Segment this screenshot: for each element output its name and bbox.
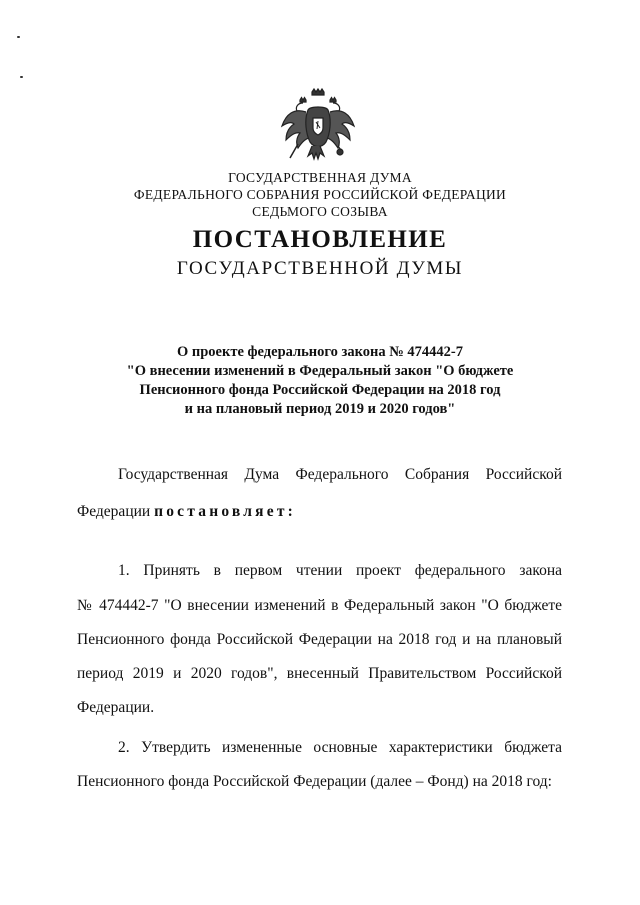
subject-line: и на плановый период 2019 и 2020 годов" — [184, 401, 456, 417]
operative-word: постановляет: — [154, 503, 296, 520]
preamble-line — [77, 503, 562, 521]
preamble-line: Государственная Дума Федерального Собрания Российской — [118, 466, 562, 483]
item2-line: Пенсионного фонда Российской Федерации (далее – Фонд) на 2018 год: — [77, 773, 552, 790]
subject-line: "О внесении изменений в Федеральный закон "О бюджете — [126, 363, 514, 379]
item1-line: Пенсионного фонда Российской Федерации на 2018 год и на плановый — [77, 631, 562, 648]
item1-line: Федерации. — [77, 699, 155, 716]
chamber-name: ГОСУДАРСТВЕННАЯ ДУМА — [228, 170, 412, 185]
scan-speck — [17, 36, 20, 38]
item1-line: период 2019 и 2020 годов", внесенный Правительством Российской — [77, 665, 562, 682]
convocation: СЕДЬМОГО СОЗЫВА — [252, 204, 388, 219]
subject-line: Пенсионного фонда Российской Федерации на 2018 год — [139, 382, 501, 398]
subject-line: О проекте федерального закона № 474442-7 — [176, 344, 464, 360]
item2-line: 2. Утвердить измененные основные характеристики бюджета — [118, 739, 562, 756]
document-subtitle: ГОСУДАРСТВЕННОЙ ДУМЫ — [176, 258, 464, 279]
scan-speck — [20, 76, 23, 78]
double-headed-eagle-icon — [276, 86, 360, 166]
item1-line: 1. Принять в первом чтении проект федерального закона — [118, 562, 562, 579]
item1-line: № 474442-7 "О внесении изменений в Федеральный закон "О бюджете — [77, 597, 562, 614]
preamble-text: Федерации — [77, 503, 155, 520]
assembly-name: ФЕДЕРАЛЬНОГО СОБРАНИЯ РОССИЙСКОЙ ФЕДЕРАЦИИ — [133, 187, 507, 202]
document-title: ПОСТАНОВЛЕНИЕ — [192, 226, 448, 253]
